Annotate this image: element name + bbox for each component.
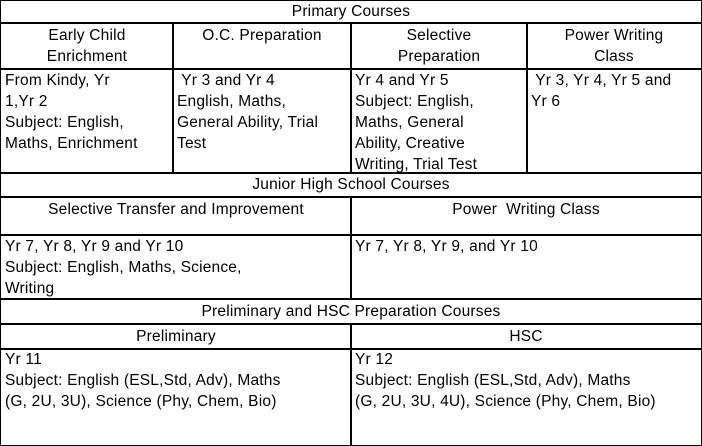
header-line: Preparation (397, 48, 481, 65)
course-header-selective-prep (350, 22, 528, 70)
course-header-hsc (350, 323, 702, 350)
body-line: English, Maths, (177, 93, 286, 110)
course-body-hsc (350, 348, 702, 446)
course-body-selective-transfer (0, 234, 352, 300)
header-line: Preliminary (136, 328, 216, 345)
header-line: HSC (509, 328, 543, 345)
hsc-section-title (0, 298, 702, 325)
junior-title-text: Junior High School Courses (252, 176, 450, 193)
body-line: (G, 2U, 3U, 4U), Science (Phy, Chem, Bio) (355, 393, 656, 410)
body-line: Yr 4 and Yr 5 (355, 72, 449, 89)
body-line: Writing, Trial Test (355, 156, 478, 173)
body-line: Subject: English, Maths, Science, (5, 259, 242, 276)
body-line: Yr 3 and Yr 4 (177, 72, 275, 89)
course-body-preliminary (0, 348, 352, 446)
header-line: Selective (406, 27, 472, 44)
course-body-oc-prep (172, 68, 352, 174)
body-line: Maths, Enrichment (5, 135, 138, 152)
course-header-oc-prep (172, 22, 352, 70)
header-line: Power Writing Class (452, 201, 600, 218)
primary-section-title (0, 0, 702, 24)
body-line: Subject: English (ESL,Std, Adv), Maths (5, 372, 281, 389)
course-header-preliminary (0, 323, 352, 350)
course-body-junior-power-writing (350, 234, 702, 300)
body-line: Maths, General (355, 114, 464, 131)
body-line: Yr 7, Yr 8, Yr 9 and Yr 10 (5, 238, 184, 255)
body-line: Yr 7, Yr 8, Yr 9, and Yr 10 (355, 238, 538, 255)
header-line: Selective Transfer and Improvement (48, 201, 304, 218)
body-line: Ability, Creative (355, 135, 465, 152)
header-line: Early Child (48, 27, 126, 44)
body-line: Yr 12 (355, 351, 394, 368)
hsc-title-text: Preliminary and HSC Preparation Courses (201, 303, 501, 320)
course-header-selective-transfer (0, 196, 352, 236)
body-line: Yr 6 (531, 93, 561, 110)
junior-section-title (0, 172, 702, 198)
body-line: Yr 11 (5, 351, 42, 368)
body-line: Subject: English, (5, 114, 124, 131)
body-line: General Ability, Trial (177, 114, 319, 131)
body-line: From Kindy, Yr (5, 72, 110, 89)
primary-title-text: Primary Courses (291, 3, 411, 20)
body-line: Subject: English, (355, 93, 474, 110)
header-line: Power Writing (564, 27, 664, 44)
body-line: (G, 2U, 3U), Science (Phy, Chem, Bio) (5, 393, 277, 410)
body-line: Yr 3, Yr 4, Yr 5 and (531, 72, 672, 89)
course-header-junior-power-writing (350, 196, 702, 236)
header-line: Class (594, 48, 634, 65)
body-line: Writing (5, 280, 55, 297)
header-line: Enrichment (46, 48, 128, 65)
body-line: Test (177, 135, 207, 152)
course-body-early-child (0, 68, 174, 174)
body-line: 1,Yr 2 (5, 93, 48, 110)
course-header-early-child (0, 22, 174, 70)
course-header-power-writing (526, 22, 702, 70)
course-body-power-writing (526, 68, 702, 174)
header-line: O.C. Preparation (202, 27, 322, 44)
course-body-selective-prep (350, 68, 528, 174)
body-line: Subject: English (ESL,Std, Adv), Maths (355, 372, 631, 389)
